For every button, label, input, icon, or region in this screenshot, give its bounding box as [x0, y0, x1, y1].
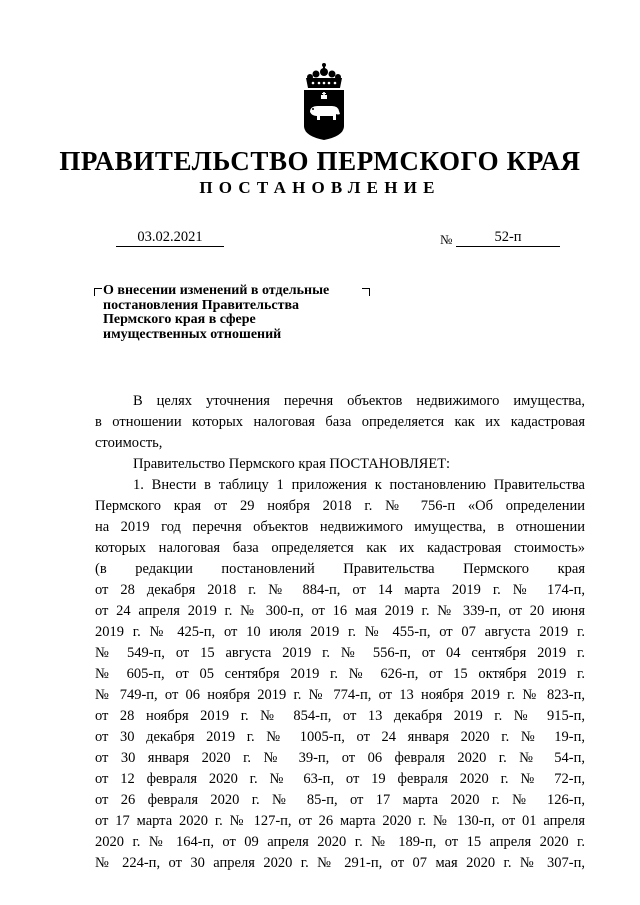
- paragraph-line: от 30 декабря 2019 г. № 1005-п, от 24 января 2020 г. № 19-п,: [95, 729, 585, 745]
- paragraph-line: 2020 г. № 164-п, от 09 апреля 2020 г. № 189-п, от 15 апреля 2020 г.: [95, 834, 585, 850]
- paragraph-line: от 12 февраля 2020 г. № 63-п, от 19 февраля 2020 г. № 72-п,: [95, 771, 585, 787]
- subject-line: имущественных отношений: [103, 326, 282, 342]
- paragraph-line: Правительство Пермского края ПОСТАНОВЛЯЕТ:: [133, 456, 451, 472]
- paragraph-line: от 24 апреля 2019 г. № 300-п, от 16 мая 2019 г. № 339-п, от 20 июня: [95, 603, 585, 619]
- document-type: ПОСТАНОВЛЕНИЕ: [199, 178, 441, 197]
- paragraph-line: № 749-п, от 06 ноября 2019 г. № 774-п, от 13 ноября 2019 г. № 823-п,: [95, 687, 585, 703]
- paragraph-line: Пермского края от 29 ноября 2018 г. № 756-п «Об определении: [95, 498, 585, 514]
- paragraph-line: 1. Внести в таблицу 1 приложения к постановлению Правительства: [133, 477, 585, 493]
- paragraph-line: № 605-п, от 05 сентября 2019 г. № 626-п, от 15 октября 2019 г.: [95, 666, 585, 682]
- document-date: 03.02.2021: [116, 228, 224, 247]
- subject-block: [103, 284, 363, 342]
- paragraph-line: (в редакции постановлений Правительства Пермского края: [95, 561, 585, 577]
- body-text: [95, 391, 585, 874]
- subject-line: О внесении изменений в отдельные: [103, 283, 330, 298]
- number-sign: №: [440, 232, 453, 247]
- paragraph-line: 2019 г. № 425-п, от 10 июля 2019 г. № 455-п, от 07 августа 2019 г.: [95, 624, 585, 640]
- subject-corner-right: [362, 288, 370, 296]
- document-number: 52-п: [456, 228, 560, 247]
- paragraph-line: от 28 ноября 2019 г. № 854-п, от 13 декабря 2019 г. № 915-п,: [95, 708, 585, 724]
- paragraph-line: В целях уточнения перечня объектов недвижимого имущества,: [133, 393, 585, 409]
- coat-of-arms-icon: [298, 62, 350, 140]
- paragraph-line: № 549-п, от 15 августа 2019 г. № 556-п, от 04 сентября 2019 г.: [95, 645, 585, 661]
- paragraph-line: № 224-п, от 30 апреля 2020 г. № 291-п, от 07 мая 2020 г. № 307-п,: [95, 855, 585, 871]
- paragraph-line: от 30 января 2020 г. № 39-п, от 06 февраля 2020 г. № 54-п,: [95, 750, 585, 766]
- subject-corner-left: [94, 288, 102, 296]
- government-title: ПРАВИТЕЛЬСТВО ПЕРМСКОГО КРАЯ: [59, 146, 581, 176]
- paragraph-line: от 28 декабря 2018 г. № 884-п, от 14 марта 2019 г. № 174-п,: [95, 582, 585, 598]
- subject-line: постановления Правительства: [103, 297, 299, 313]
- paragraph-line: от 17 марта 2020 г. № 127-п, от 26 марта 2020 г. № 130-п, от 01 апреля: [95, 813, 585, 829]
- paragraph-line: стоимость,: [95, 435, 163, 451]
- subject-line: Пермского края в сфере: [103, 312, 256, 327]
- paragraph-line: на 2019 год перечня объектов недвижимого имущества, в отношении: [95, 519, 585, 535]
- paragraph-line: в отношении которых налоговая база определяется как их кадастровая: [95, 414, 585, 430]
- paragraph-line: которых налоговая база определяется как их кадастровая стоимость»: [95, 540, 585, 556]
- paragraph-line: от 26 февраля 2020 г. № 85-п, от 17 марта 2020 г. № 126-п,: [95, 792, 585, 808]
